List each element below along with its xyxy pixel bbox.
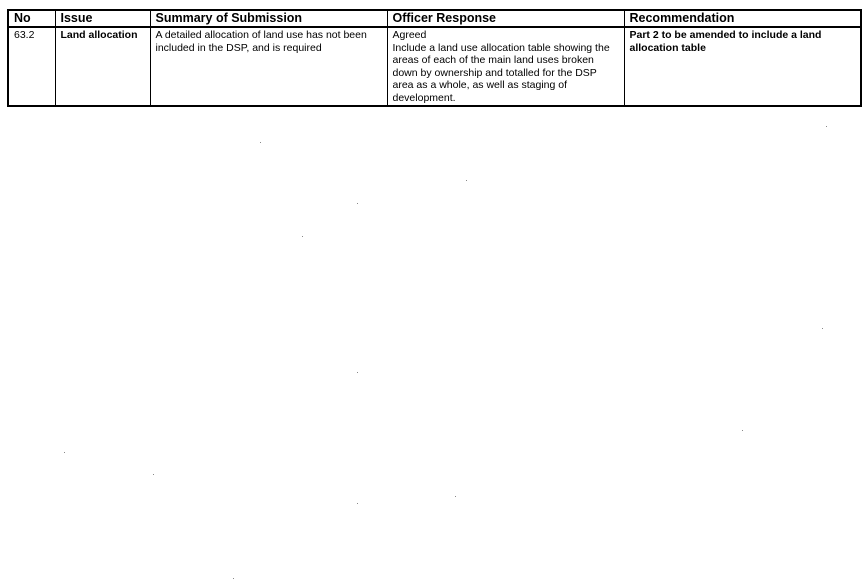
scan-speck [357,203,358,204]
scan-speck [260,142,261,143]
scan-speck [64,452,65,453]
scan-speck [466,180,467,181]
scan-speck [302,236,303,237]
table-header-row [8,10,861,27]
scan-speck [826,126,827,127]
row-recommendation: Part 2 to be amended to include a land allocation table [624,27,861,106]
submissions-table [7,9,862,107]
scan-speck [742,430,743,431]
row-number: 63.2 [8,27,55,106]
scan-speck [357,372,358,373]
column-header-summary: Summary of Submission [150,10,387,27]
table-row [8,27,861,106]
scan-speck [233,578,234,579]
scan-speck [822,328,823,329]
row-officer-response [387,27,624,106]
scan-speck [153,474,154,475]
row-summary: A detailed allocation of land use has not been included in the DSP, and is required [150,27,387,106]
scan-speck [455,496,456,497]
column-header-officer-response: Officer Response [387,10,624,27]
response-text: Include a land use allocation table showing the areas of each of the main land uses broken down by ownership and totalled for the DSP area as a whole, as well as staging of development. [392,41,610,104]
scan-speck [357,503,358,504]
column-header-recommendation: Recommendation [624,10,861,27]
response-status: Agreed [392,29,427,41]
column-header-no: No [8,10,55,27]
row-issue: Land allocation [55,27,150,106]
column-header-issue: Issue [55,10,150,27]
